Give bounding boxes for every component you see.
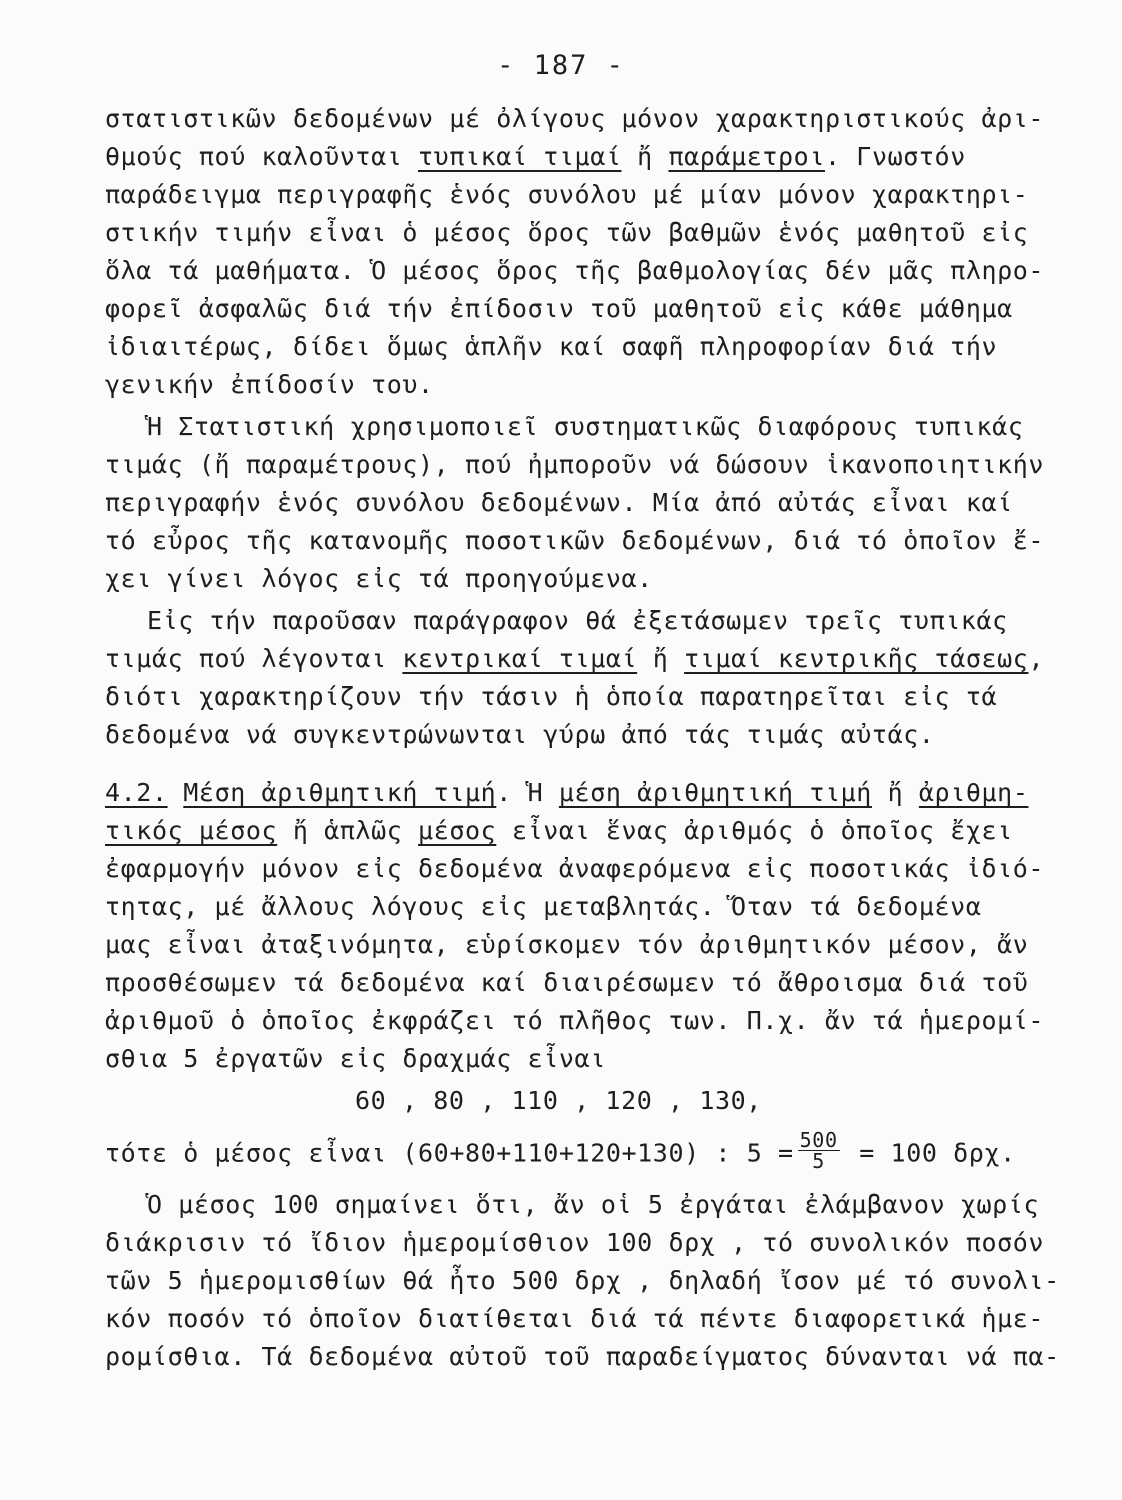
text-line [105,640,1045,678]
term-parameters: παράμετροι [668,142,825,171]
page-number: - 187 - [497,50,625,81]
fraction [798,1130,840,1171]
text-line [105,812,1035,850]
text-line: φορεῖ ἀσφαλῶς διά τήν ἐπίδοσιν τοῦ μαθητοῦ εἰς κάθε μάθημα [105,294,1013,323]
text-line: ἐφαρμογήν μόνον εἰς δεδομένα ἀναφερόμενα εἰς ποσοτικάς ἰδιό- [105,854,1045,883]
text-line: περιγραφήν ἑνός συνόλου δεδομένων. Μία ἀπό αὐτάς εἶναι καί [105,488,1013,517]
text-line: διάκρισιν τό ἴδιον ἡμερομίσθιον 100 δρχ , τό συνολικόν ποσόν [105,1228,1045,1257]
term-central-values: κεντρικαί τιμαί [402,644,638,673]
text-segment: . Ἡ [496,778,559,807]
term-arithmetic-mean: μέση ἀριθμητική τιμή [558,778,872,807]
text-line: κόν ποσόν τό ὁποῖον διατίθεται διά τά πέντε διαφορετικά ἡμε- [105,1304,1045,1333]
text-line: ἰδιαιτέρως, δίδει ὅμως ἁπλῆν καί σαφῆ πληροφορίαν διά τήν [105,332,998,361]
term-mean: μέσος [418,816,497,845]
text-segment: . Γνωστόν [824,142,966,171]
paragraph-1 [105,100,1045,404]
text-line: μας εἶναι ἀταξινόμητα, εὑρίσκομεν τόν ἀριθμητικόν μέσον, ἄν [105,930,1029,959]
text-line: σθια 5 ἐργατῶν εἰς δραχμάς εἶναι [105,1044,606,1073]
text-segment: , [1028,644,1045,673]
text-segment: θμούς πού καλοῦνται [105,142,419,171]
text-segment: ἤ [637,644,685,673]
text-line: Εἰς τήν παροῦσαν παράγραφον θά ἐξετάσωμεν τρεῖς τυπικάς [147,606,1008,635]
paragraph-3 [105,602,1045,754]
text-line: τό εὖρος τῆς κατανομῆς ποσοτικῶν δεδομένων, διά τό ὁποῖον ἔ- [105,526,1045,555]
section-heading-line [105,774,1035,812]
term-arithmetic-mean-cont: τικός μέσος [105,816,278,845]
paragraph-4 [105,1186,1060,1376]
section-number: 4.2. [105,778,168,807]
text-line: παράδειγμα περιγραφῆς ἑνός συνόλου μέ μίαν μόνον χαρακτηρι- [105,180,1029,209]
formula-result: = 100 δρχ. [859,1138,1016,1168]
text-line: ἀριθμοῦ ὁ ὁποῖος ἐκφράζει τό πλῆθος των. Π.χ. ἄν τά ἡμερομί- [105,1006,1045,1035]
text-segment: εἶναι ἕνας ἀριθμός ὁ ὁποῖος ἔχει [496,816,1013,845]
text-line: χει γίνει λόγος εἰς τά προηγούμενα. [105,564,653,593]
fraction-denominator: 5 [812,1149,825,1173]
values-line: 60 , 80 , 110 , 120 , 130, [355,1086,762,1115]
term-arithmetic-mean-2: ἀριθμη- [918,778,1029,807]
section-4-2 [105,774,1045,1173]
body-text [105,100,1060,1376]
text-line: τιμάς (ἤ παραμέτρους), πού ἠμποροῦν νά δώσουν ἱκανοποιητικήν [105,450,1045,479]
text-line: ρομίσθια. Τά δεδομένα αὐτοῦ τοῦ παραδείγματος δύνανται νά πα- [105,1342,1060,1371]
text-segment: τιμάς πού λέγονται [105,644,403,673]
paragraph-2 [105,408,1045,598]
formula-text: τότε ὁ μέσος εἶναι (60+80+110+120+130) : 5 = [105,1138,794,1168]
text-line: στατιστικῶν δεδομένων μέ ὀλίγους μόνον χαρακτηριστικούς ἀρι- [105,104,1045,133]
text-line: γενικήν ἐπίδοσίν του. [105,370,434,399]
text-line: δεδομένα νά συγκεντρώνωνται γύρω ἀπό τάς τιμάς αὐτάς. [105,720,935,749]
text-line: Ὁ μέσος 100 σημαίνει ὅτι, ἄν οἱ 5 ἐργάται ἐλάμβανον χωρίς [147,1190,1040,1219]
text-segment: ἤ ἁπλῶς [277,816,419,845]
term-typical-values: τυπικαί τιμαί [418,142,622,171]
section-title: Μέση ἀριθμητική τιμή [183,778,497,807]
term-central-tendency: τιμαί κεντρικῆς τάσεως [684,644,1029,673]
text-segment: ἤ [621,142,669,171]
text-line [105,138,1035,176]
text-line: τητας, μέ ἄλλους λόγους εἰς μεταβλητάς. Ὅταν τά δεδομένα [105,892,982,921]
text-line: διότι χαρακτηρίζουν τήν τάσιν ἡ ὁποία παρατηρεῖται εἰς τά [105,682,998,711]
text-line: Ἡ Στατιστική χρησιμοποιεῖ συστηματικῶς διαφόρους τυπικάς [147,412,1024,441]
text-line: τῶν 5 ἡμερομισθίων θά ἦτο 500 δρχ , δηλαδή ἴσον μέ τό συνολι- [105,1266,1060,1295]
text-line: προσθέσωμεν τά δεδομένα καί διαιρέσωμεν τό ἄθροισμα διά τοῦ [105,968,1029,997]
text-line: στικήν τιμήν εἶναι ὁ μέσος ὅρος τῶν βαθμῶν ἑνός μαθητοῦ εἰς [105,218,1029,247]
text-segment: ἤ [871,778,919,807]
formula-line [105,1128,1035,1173]
fraction-numerator: 500 [799,1128,838,1152]
text-line: ὅλα τά μαθήματα. Ὁ μέσος ὅρος τῆς βαθμολογίας δέν μᾶς πληρο- [105,256,1045,285]
